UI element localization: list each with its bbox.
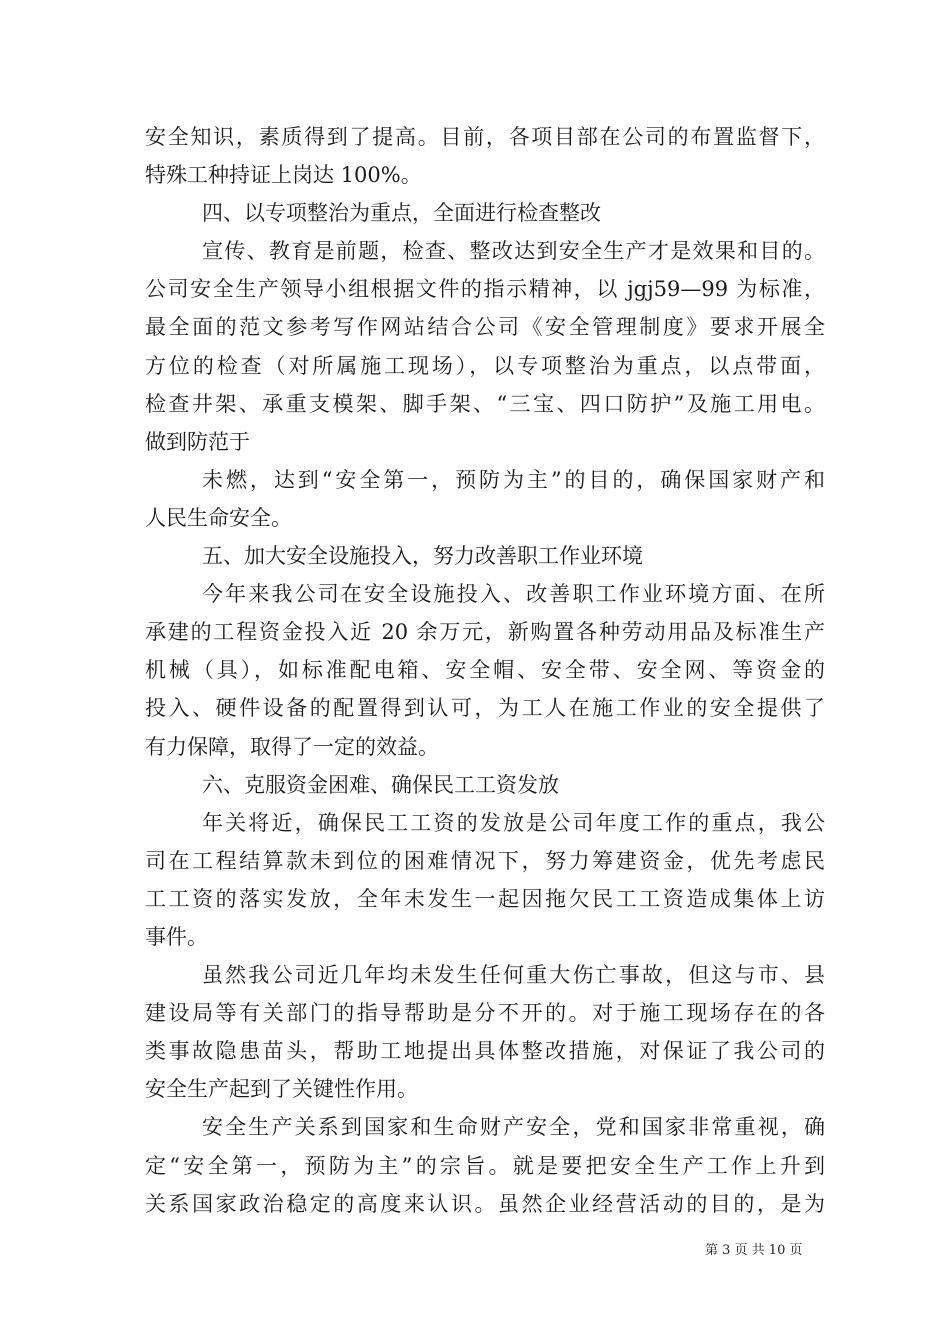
text-line: 安全生产关系到国家和生命财产安全，党和国家非常重视，确: [202, 1115, 825, 1140]
text-line: 司在工程结算款未到位的困难情况下，努力筹建资金，优先考虑民: [145, 848, 825, 873]
section-heading: 四、以专项整治为重点，全面进行检查整改: [202, 201, 601, 226]
text-line: 关系国家政治稳定的高度来认识。虽然企业经营活动的目的，是为: [145, 1191, 825, 1216]
section-heading: 五、加大安全设施投入，努力改善职工作业环境: [202, 544, 643, 569]
text-line: 人民生命安全。: [145, 505, 292, 530]
text-line: 虽然我公司近几年均未发生任何重大伤亡事故，但这与市、县: [202, 963, 825, 988]
text-line: 类事故隐患苗头，帮助工地提出具体整改措施，对保证了我公司的: [145, 1039, 825, 1064]
text-line: 承建的工程资金投入近 20 余万元，新购置各种劳动用品及标准生产: [145, 620, 825, 645]
text-line: 事件。: [145, 924, 208, 949]
text-line: 公司安全生产领导小组根据文件的指示精神，以 jgj59—99 为标准，: [145, 277, 825, 302]
text-line: 做到防范于: [145, 429, 250, 454]
text-line: 定“安全第一，预防为主”的宗旨。就是要把安全生产工作上升到: [145, 1153, 825, 1178]
text-line: 检查井架、承重支模架、脚手架、“三宝、四口防护”及施工用电。: [145, 391, 825, 416]
text-line: 年关将近，确保民工工资的发放是公司年度工作的重点，我公: [202, 810, 825, 835]
section-heading: 六、克服资金困难、确保民工工资发放: [202, 772, 559, 797]
document-body: [145, 118, 825, 1223]
text-line: 安全生产起到了关键性作用。: [145, 1077, 418, 1102]
text-line: 今年来我公司在安全设施投入、改善职工作业环境方面、在所: [202, 582, 825, 607]
text-line: 宣传、教育是前题，检查、整改达到安全生产才是效果和目的。: [202, 239, 825, 264]
text-line: 未燃，达到“安全第一，预防为主”的目的，确保国家财产和: [202, 467, 825, 492]
text-line: 特殊工种持证上岗达 100%。: [145, 163, 422, 188]
page-number: 第 3 页 共 10 页: [705, 1243, 803, 1258]
text-line: 投入、硬件设备的配置得到认可，为工人在施工作业的安全提供了: [145, 696, 825, 721]
text-line: 机械（具），如标准配电箱、安全帽、安全带、安全网、等资金的: [145, 658, 825, 683]
text-line: 安全知识，素质得到了提高。目前，各项目部在公司的布置监督下，: [145, 125, 825, 149]
text-line: 方位的检查（对所属施工现场），以专项整治为重点，以点带面，: [145, 353, 825, 378]
text-line: 最全面的范文参考写作网站结合公司《安全管理制度》要求开展全: [145, 315, 825, 340]
text-line: 建设局等有关部门的指导帮助是分不开的。对于施工现场存在的各: [145, 1001, 825, 1026]
text-line: 有力保障，取得了一定的效益。: [145, 734, 439, 759]
text-line: 工工资的落实发放，全年未发生一起因拖欠民工工资造成集体上访: [145, 886, 825, 911]
